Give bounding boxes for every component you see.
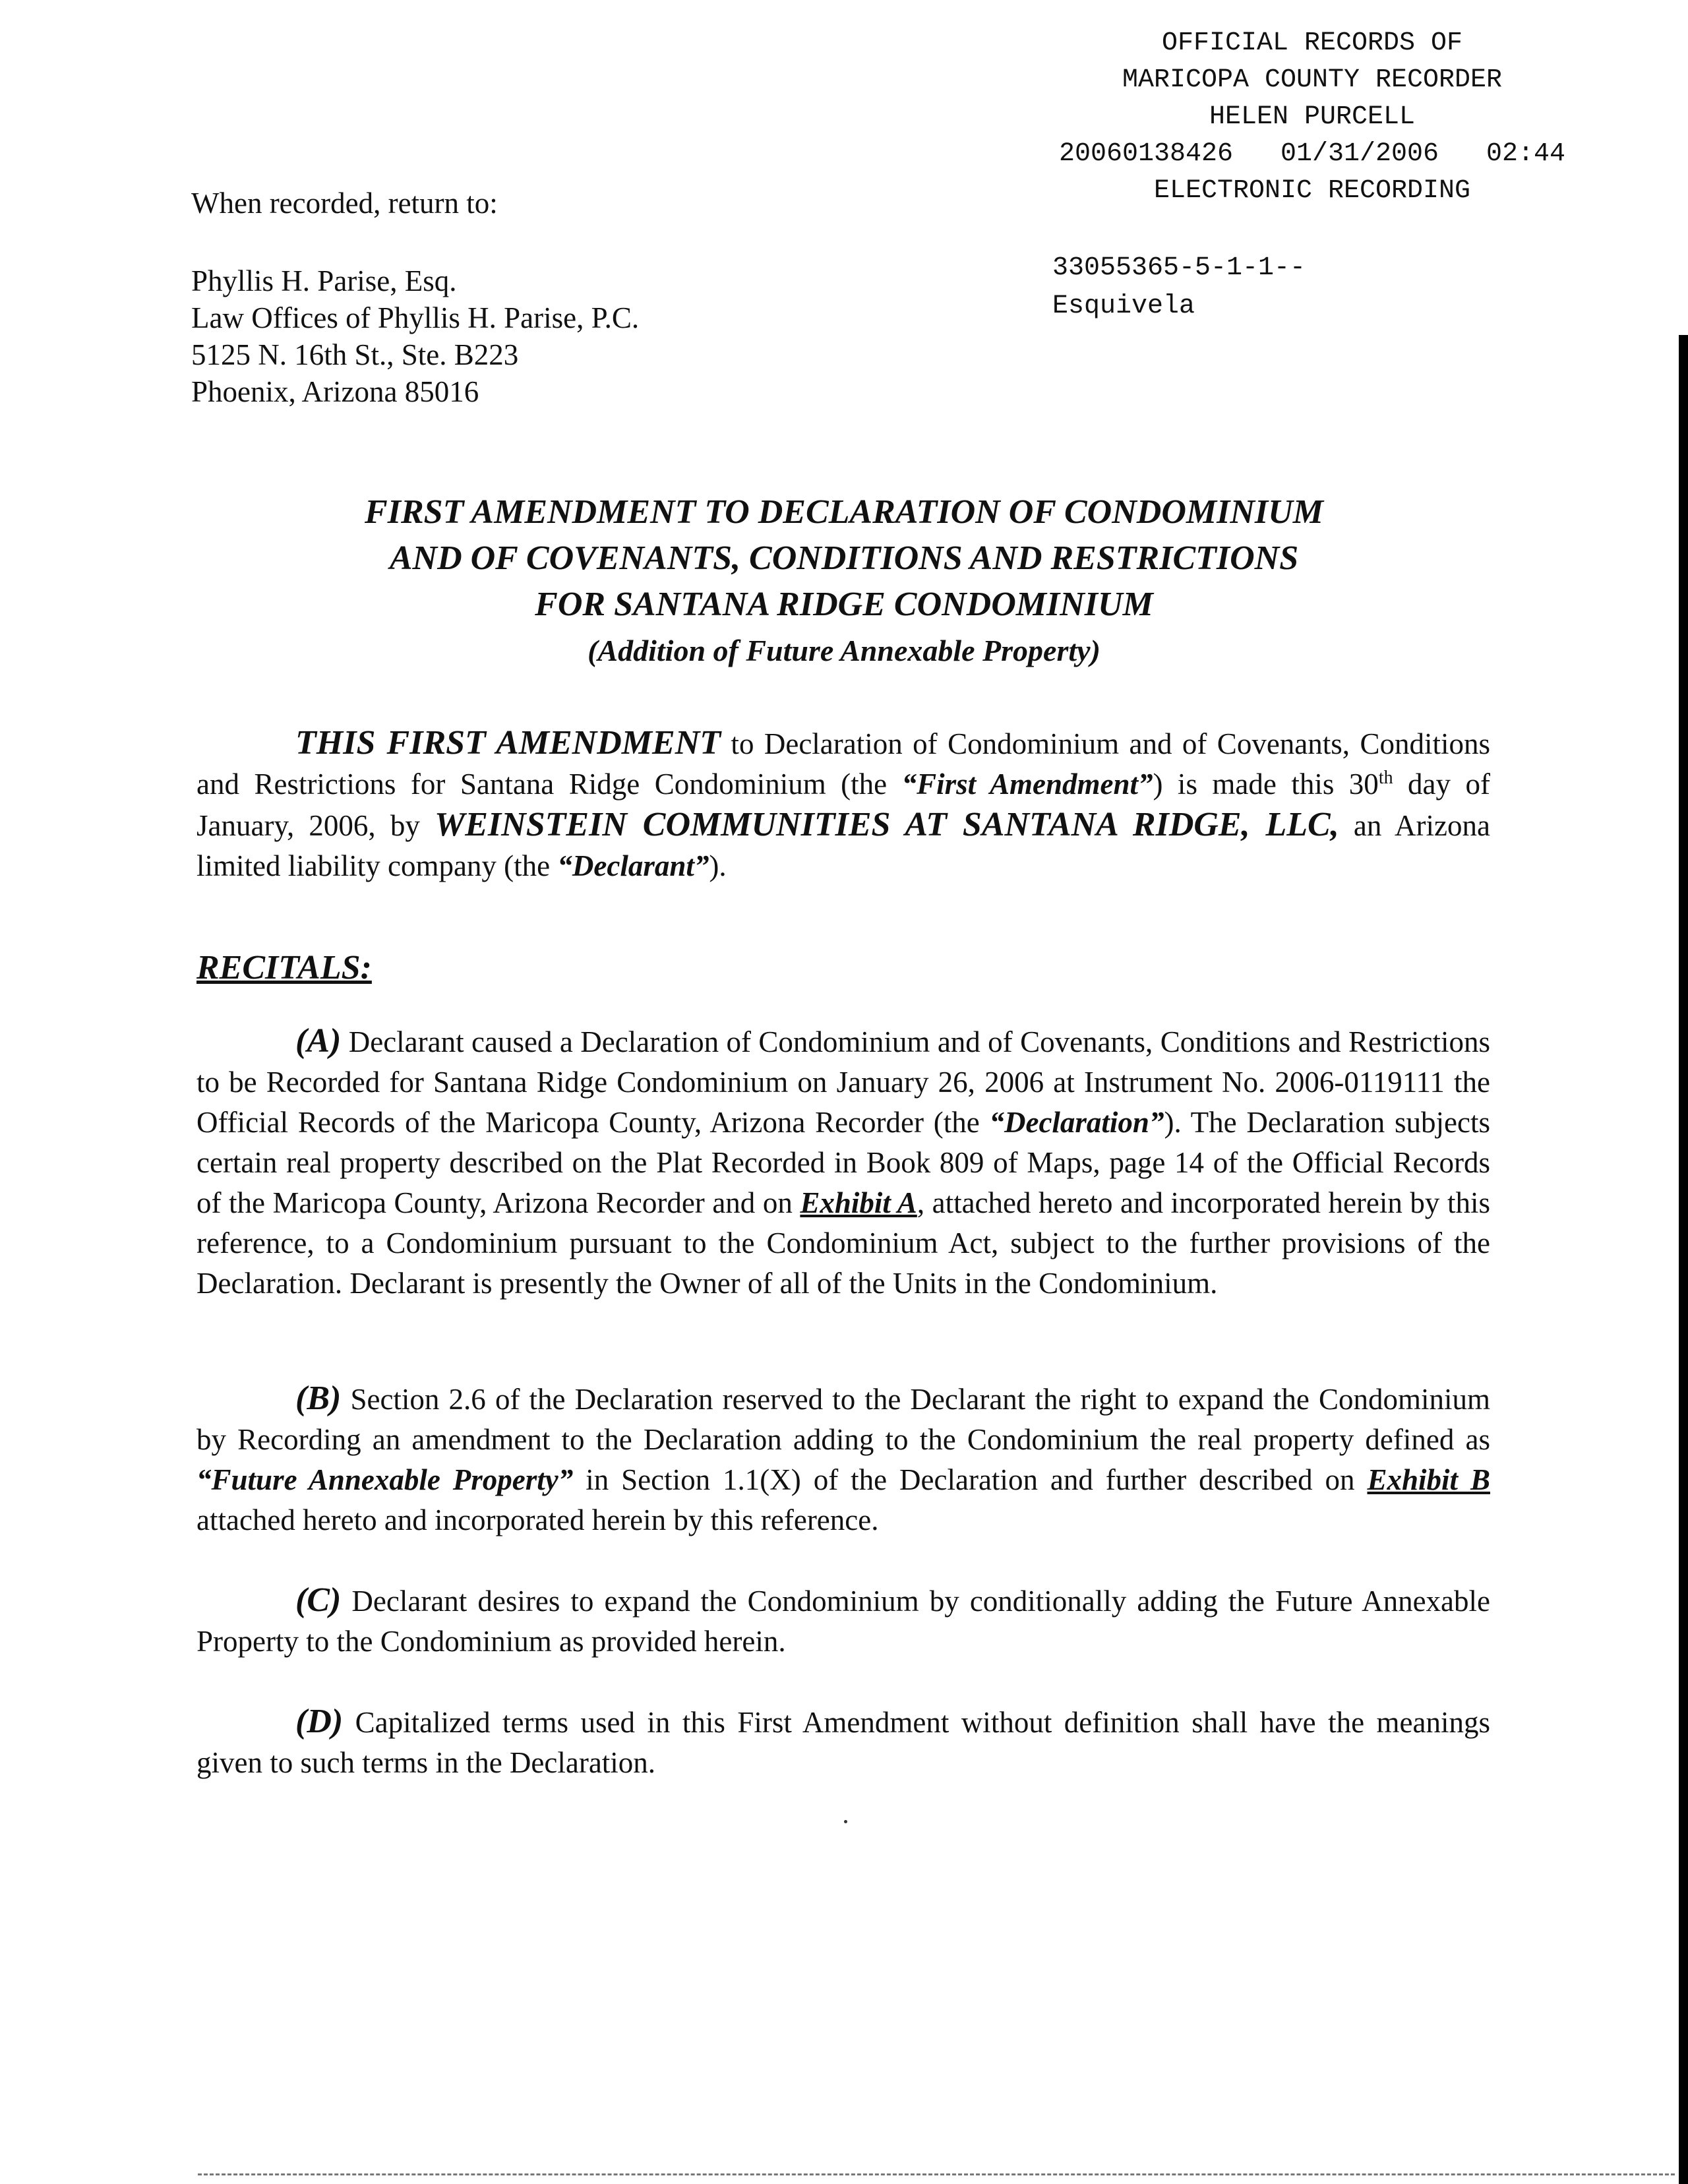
- recital-c: [196, 1580, 1490, 1662]
- intro-lead: THIS FIRST AMENDMENT: [295, 724, 721, 762]
- recording-number-line: 20060138426 01/31/2006 02:44: [1058, 139, 1566, 169]
- title-line: FOR SANTANA RIDGE CONDOMINIUM: [535, 586, 1153, 623]
- recital-d: [196, 1701, 1490, 1783]
- recital-label: (C): [295, 1581, 342, 1619]
- intro-text: ).: [709, 849, 727, 882]
- declarant-name: WEINSTEIN COMMUNITIES AT SANTANA RIDGE, LLC,: [435, 806, 1339, 843]
- return-address: [191, 262, 639, 410]
- recital-b: [196, 1378, 1490, 1540]
- recital-text: , attached hereto and incorporated herein by this reference, to a Condominium pursuant to the Condominium Act, subject to the further provisions of the Declaration. Declarant is presently the Owner of all of the Units in the Condominium.: [196, 1186, 1490, 1300]
- return-to-label: When recorded, return to:: [191, 187, 498, 220]
- stamp-line: MARICOPA COUNTY RECORDER: [1122, 65, 1503, 95]
- recital-text: attached hereto and incorporated herein by this reference.: [196, 1503, 879, 1536]
- scan-speck: [844, 1820, 847, 1823]
- reference-name: Esquivela: [1052, 291, 1195, 321]
- recital-text: Declarant caused a Declaration of Condominium and of Covenants, Conditions and Restrictions to be Recorded for Santana Ridge Condominium on January 26, 2006 at Instrument No. 2006-0119111 the Official Records of the Maricopa County, Arizona Recorder (the: [196, 1025, 1490, 1139]
- recital-a: [196, 1021, 1490, 1304]
- recital-label: (A): [295, 1022, 342, 1060]
- recorder-stamp: [976, 25, 1648, 210]
- intro-text: an Arizona limited liability company (the: [196, 809, 1490, 882]
- intro-text: ) is made this 30: [1153, 768, 1379, 801]
- recital-label: (B): [295, 1380, 342, 1417]
- intro-paragraph: [196, 723, 1490, 886]
- defined-term: “Future Annexable Property”: [196, 1463, 574, 1496]
- address-city: Phoenix, Arizona 85016: [191, 375, 479, 408]
- ordinal-suffix: th: [1378, 768, 1393, 788]
- stamp-line: ELECTRONIC RECORDING: [1153, 176, 1471, 206]
- address-street: 5125 N. 16th St., Ste. B223: [191, 338, 519, 371]
- document-title: [198, 489, 1490, 674]
- intro-text: to Declaration of Condominium and of Covenants, Conditions and Restrictions for Santana Ridge Condominium (the: [196, 727, 1490, 801]
- intro-text: day of January, 2006, by: [196, 768, 1490, 842]
- title-line: AND OF COVENANTS, CONDITIONS AND RESTRICTIONS: [389, 539, 1299, 577]
- recital-text: Declarant desires to expand the Condominium by conditionally adding the Future Annexable Property to the Condominium as provided herein.: [196, 1585, 1490, 1658]
- recital-text: ). The Declaration subjects certain real property described on the Plat Recorded in Book 809 of Maps, page 14 of the Official Records of the Maricopa County, Arizona Recorder and on: [196, 1106, 1490, 1219]
- title-line: FIRST AMENDMENT TO DECLARATION OF CONDOMINIUM: [365, 493, 1323, 531]
- stamp-line: HELEN PURCELL: [1209, 102, 1416, 132]
- recital-text: Capitalized terms used in this First Amendment without definition shall have the meanings given to such terms in the Declaration.: [196, 1706, 1490, 1779]
- exhibit-b-reference: Exhibit B: [1367, 1463, 1490, 1496]
- recital-text: in Section 1.1(X) of the Declaration and further described on: [573, 1463, 1368, 1496]
- defined-term: “Declarant”: [557, 849, 709, 882]
- scan-edge-bar: [1679, 335, 1688, 2184]
- address-name: Phyllis H. Parise, Esq.: [191, 264, 457, 297]
- recitals-heading: RECITALS:: [196, 949, 372, 986]
- defined-term: “First Amendment”: [901, 768, 1153, 801]
- recital-label: (D): [295, 1703, 344, 1740]
- stamp-line: OFFICIAL RECORDS OF: [1161, 28, 1463, 58]
- recorder-reference: [1052, 249, 1306, 326]
- defined-term: “Declaration”: [989, 1106, 1164, 1139]
- exhibit-a-reference: Exhibit A: [800, 1186, 917, 1219]
- title-subtitle: (Addition of Future Annexable Property): [588, 634, 1100, 667]
- reference-number: 33055365-5-1-1--: [1052, 253, 1306, 283]
- address-firm: Law Offices of Phyllis H. Parise, P.C.: [191, 301, 640, 334]
- scan-bottom-edge: [198, 2173, 1675, 2178]
- recital-text: Section 2.6 of the Declaration reserved to the Declarant the right to expand the Condominium by Recording an amendment to the Declaration adding to the Condominium the real property defined as: [196, 1383, 1490, 1456]
